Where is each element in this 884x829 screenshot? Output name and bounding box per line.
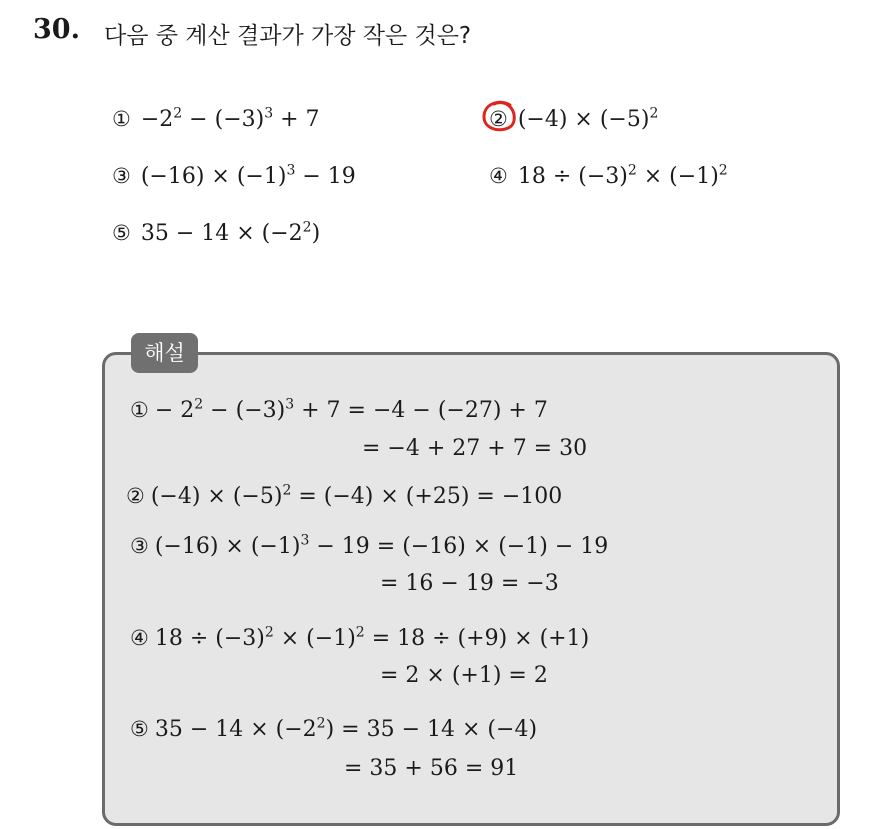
- solution-line-4b: = 2 × (+1) = 2: [380, 663, 548, 688]
- expr-part: − (−3): [182, 107, 265, 132]
- expr-part: + 7 = −4 − (−27) + 7: [294, 398, 548, 423]
- exponent: 2: [627, 162, 637, 179]
- expr-part: (−16) × (−1): [140, 164, 287, 189]
- solution-line-5b: = 35 + 56 = 91: [344, 756, 519, 781]
- exponent: 3: [286, 162, 296, 179]
- question-number: 30.: [33, 14, 80, 45]
- expr-part: (−4) × (−5): [150, 484, 283, 509]
- expr-part: = 18 ÷ (+9) × (+1): [364, 626, 590, 651]
- expr-part: ): [311, 221, 321, 246]
- solution-line-1b: = −4 + 27 + 7 = 30: [362, 436, 588, 461]
- question-text: 다음 중 계산 결과가 가장 작은 것은?: [104, 23, 472, 49]
- choice-mark: ④: [489, 164, 508, 188]
- solution-line-3b: = 16 − 19 = −3: [380, 571, 559, 596]
- exponent: 2: [355, 624, 365, 641]
- expr-part: × (−1): [273, 626, 356, 651]
- exponent: 3: [264, 105, 274, 122]
- expr-part: 18 ÷ (−3): [154, 626, 265, 651]
- expr-part: 35 − 14 × (−2: [140, 221, 303, 246]
- solution-line-3: [130, 534, 608, 559]
- choice-4[interactable]: [489, 164, 728, 189]
- expr-part: − 19 = (−16) × (−1) − 19: [309, 534, 609, 559]
- exponent: 2: [649, 105, 659, 122]
- exponent: 2: [173, 105, 183, 122]
- exponent: 3: [285, 396, 295, 413]
- solution-line-4: [130, 626, 589, 651]
- expr-part: ) = 35 − 14 × (−4): [325, 717, 538, 742]
- choice-mark: ①: [112, 107, 131, 131]
- expr-part: −2: [140, 107, 174, 132]
- solution-mark: ③: [130, 534, 149, 558]
- expr-part: + 7: [273, 107, 320, 132]
- expr-part: (−16) × (−1): [154, 534, 301, 559]
- choice-2[interactable]: [489, 107, 658, 132]
- expr-part: (−4) × (−5): [517, 107, 650, 132]
- choice-5[interactable]: [112, 221, 320, 246]
- expr-part: 35 − 14 × (−2: [154, 717, 317, 742]
- exponent: 3: [300, 532, 310, 549]
- choice-1[interactable]: [112, 107, 320, 132]
- expr-part: − (−3): [203, 398, 286, 423]
- choice-mark: ②: [489, 107, 508, 131]
- solution-line-2: [126, 484, 562, 509]
- expr-part: × (−1): [636, 164, 719, 189]
- choice-mark: ③: [112, 164, 131, 188]
- solution-tag: 해설: [131, 333, 198, 373]
- exponent: 2: [194, 396, 204, 413]
- solution-mark: ⑤: [130, 717, 149, 741]
- solution-mark: ④: [130, 626, 149, 650]
- expr-part: − 2: [154, 398, 195, 423]
- expr-part: 18 ÷ (−3): [517, 164, 628, 189]
- exponent: 2: [316, 715, 326, 732]
- exponent: 2: [718, 162, 728, 179]
- solution-mark: ①: [130, 398, 149, 422]
- exponent: 2: [282, 482, 292, 499]
- expr-part: − 19: [295, 164, 356, 189]
- choice-3[interactable]: [112, 164, 356, 189]
- solution-mark: ②: [126, 484, 145, 508]
- expr-part: = (−4) × (+25) = −100: [291, 484, 563, 509]
- choice-mark: ⑤: [112, 221, 131, 245]
- exponent: 2: [302, 219, 312, 236]
- solution-line-1: [130, 398, 548, 423]
- solution-line-5: [130, 717, 537, 742]
- exponent: 2: [264, 624, 274, 641]
